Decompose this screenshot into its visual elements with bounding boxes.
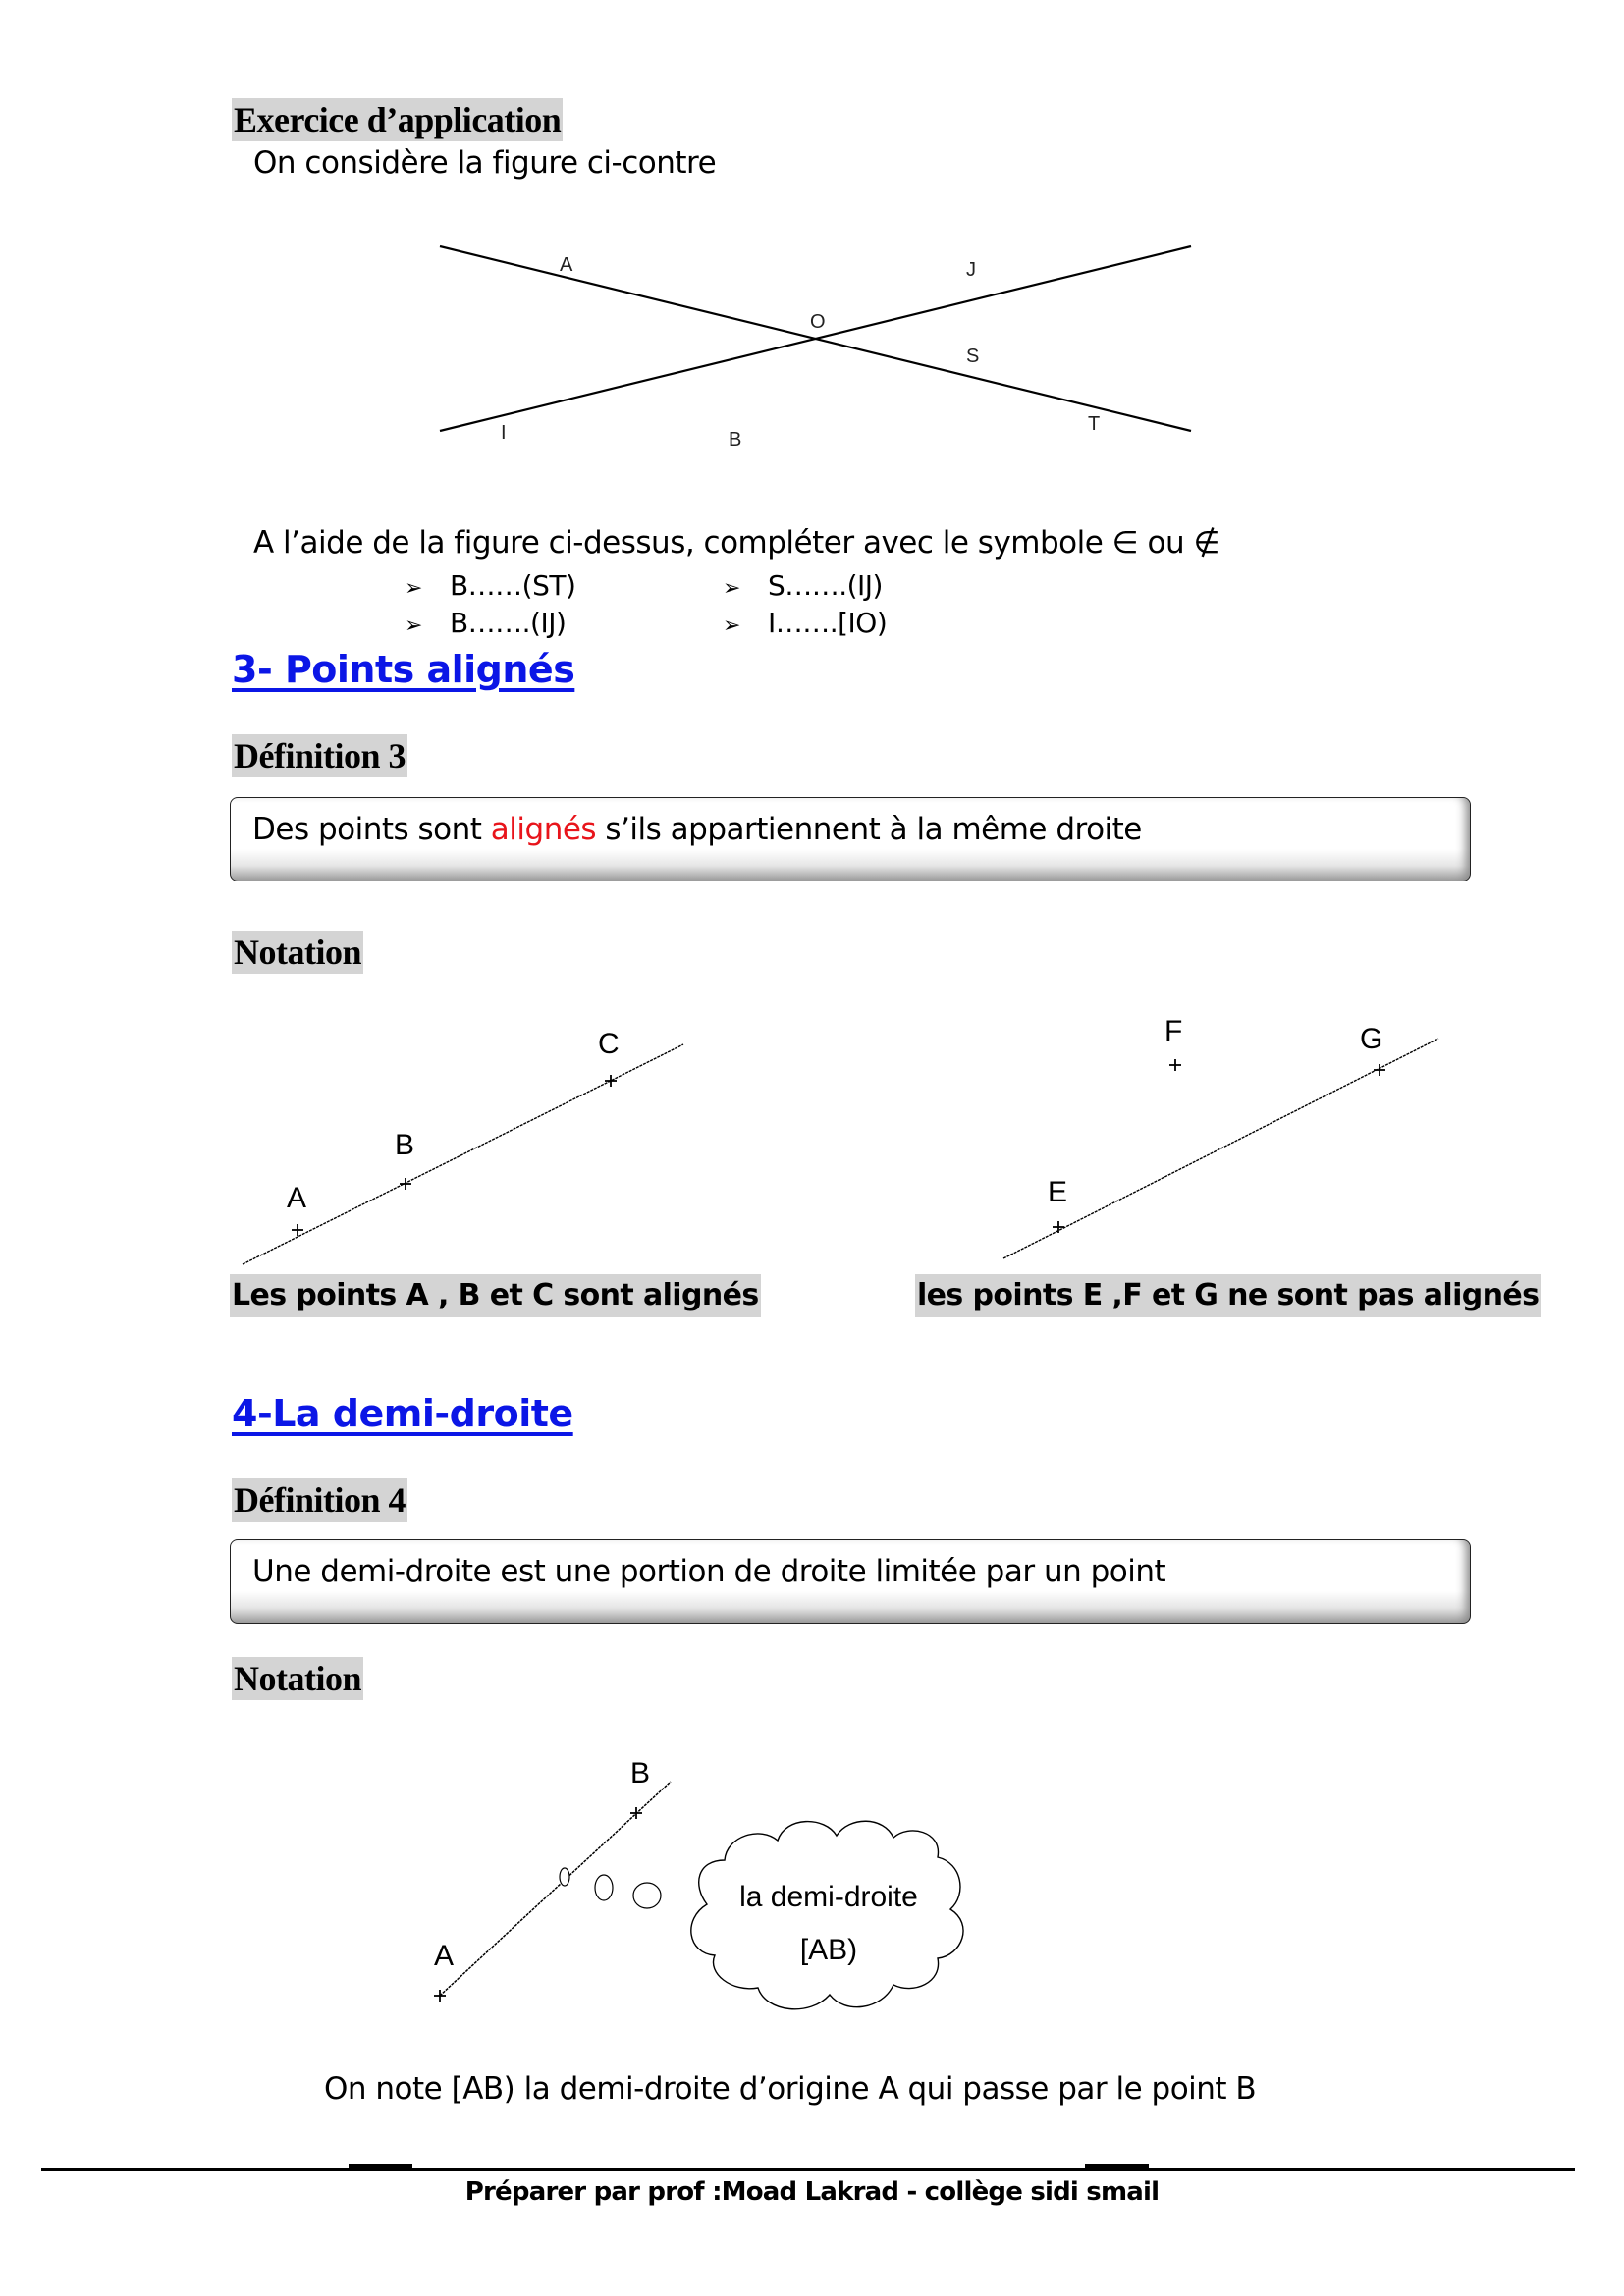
- highlight-alignes: alignés: [490, 812, 597, 847]
- label-G: G: [1360, 1023, 1383, 1055]
- label-S: S: [966, 346, 980, 367]
- label-B: B: [630, 1757, 651, 1789]
- half-line-note: On note [AB) la demi-droite d’origine A qui passe par le point B: [324, 2071, 1257, 2107]
- aligned-points-figure: [226, 1021, 717, 1276]
- label-B: B: [729, 429, 742, 451]
- intersecting-lines-figure: [412, 216, 1218, 471]
- caption-not-aligned: les points E ,F et G ne sont pas alignés: [915, 1274, 1541, 1317]
- label-O: O: [810, 311, 826, 333]
- non-aligned-points-figure: [992, 1001, 1502, 1276]
- section-title-points-alignes: 3- Points alignés: [232, 648, 575, 691]
- definition-4-box: [230, 1539, 1471, 1624]
- exercise-instruction: A l’aide de la figure ci-dessus, compléter avec le symbole ∈ ou ∉: [253, 525, 1220, 561]
- footer-rule-accent: [1085, 2164, 1149, 2168]
- label-A: A: [560, 254, 573, 276]
- label-T: T: [1088, 413, 1101, 435]
- notation-3-heading: Notation: [234, 933, 361, 972]
- thought-bubble-dots: [560, 1868, 661, 1908]
- cloud-callout: [691, 1821, 963, 2009]
- label-B: B: [395, 1129, 415, 1161]
- definition-3-box: [230, 797, 1471, 881]
- notation-4-heading: Notation: [234, 1659, 361, 1698]
- cloud-text-line1: la demi-droite: [739, 1881, 918, 1913]
- arrowhead-bullet-icon: ➢: [405, 614, 422, 638]
- label-A: A: [287, 1182, 307, 1214]
- label-F: F: [1164, 1015, 1183, 1047]
- exercise-item: ➢ I…….[IO): [723, 607, 888, 639]
- cloud-text-line2: [AB): [799, 1934, 858, 1966]
- exercise-heading: Exercice d’application: [234, 100, 562, 139]
- exercise-intro: On considère la figure ci-contre: [253, 145, 717, 181]
- arrowhead-bullet-icon: ➢: [723, 614, 740, 638]
- arrowhead-bullet-icon: ➢: [723, 576, 740, 601]
- label-J: J: [966, 259, 976, 281]
- footer-rule-accent: [349, 2164, 412, 2168]
- footer-rule: [41, 2168, 1575, 2171]
- label-E: E: [1048, 1176, 1068, 1208]
- definition-4-heading: Définition 4: [234, 1480, 406, 1520]
- definition-3-text: Des points sont alignés s’ils appartiennent à la même droite: [252, 812, 1142, 847]
- label-A: A: [434, 1940, 455, 1972]
- footer-credit: Préparer par prof :Moad Lakrad - collège sidi smail: [464, 2177, 1160, 2207]
- half-line-figure: [412, 1747, 1375, 2042]
- arrowhead-bullet-icon: ➢: [405, 576, 422, 601]
- exercise-item: ➢ B……(ST): [405, 569, 576, 602]
- definition-4-text: Une demi-droite est une portion de droite limitée par un point: [252, 1554, 1166, 1589]
- exercise-item: ➢ B…….(IJ): [405, 607, 567, 639]
- section-title-demi-droite: 4-La demi-droite: [232, 1392, 573, 1435]
- definition-3-heading: Définition 3: [234, 736, 406, 775]
- caption-aligned: Les points A , B et C sont alignés: [230, 1274, 761, 1317]
- label-C: C: [598, 1028, 620, 1060]
- label-I: I: [501, 422, 507, 444]
- exercise-item: ➢ S…….(IJ): [723, 569, 883, 602]
